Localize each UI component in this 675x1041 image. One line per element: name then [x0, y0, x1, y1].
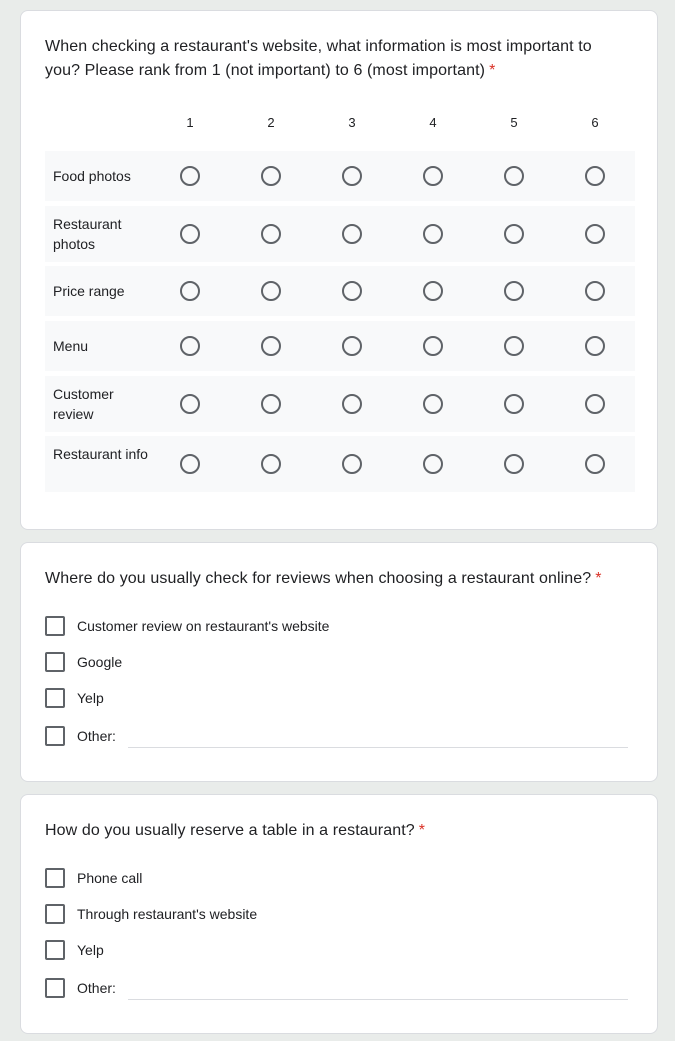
radio-food-photos-4[interactable]	[423, 166, 443, 186]
reviews-question-title	[45, 567, 627, 591]
radio-food-photos-2[interactable]	[261, 166, 281, 186]
grid-row-menu	[45, 321, 635, 371]
option-label: Yelp	[77, 690, 104, 706]
checkbox[interactable]	[45, 616, 65, 636]
radio-customer-review-2[interactable]	[261, 394, 281, 414]
radio-restaurant-info-2[interactable]	[261, 454, 281, 474]
checkbox[interactable]	[45, 904, 65, 924]
grid-row-customer-review	[45, 376, 635, 432]
radio-food-photos-3[interactable]	[342, 166, 362, 186]
other-text-input[interactable]	[128, 977, 628, 1000]
radio-customer-review-6[interactable]	[585, 394, 605, 414]
checkbox[interactable]	[45, 978, 65, 998]
option-google[interactable]	[45, 651, 635, 673]
radio-restaurant-photos-5[interactable]	[504, 224, 524, 244]
reviews-question-card	[20, 542, 658, 782]
column-header-5: 5	[510, 115, 518, 130]
reviews-question-text: Where do you usually check for reviews when choosing a restaurant online?	[45, 570, 592, 587]
column-header-2: 2	[267, 115, 275, 130]
row-label-restaurant-info: Restaurant info	[53, 446, 148, 462]
radio-menu-5[interactable]	[504, 336, 524, 356]
checkbox[interactable]	[45, 940, 65, 960]
required-asterisk: *	[595, 570, 602, 587]
radio-price-range-6[interactable]	[585, 281, 605, 301]
radio-menu-6[interactable]	[585, 336, 605, 356]
radio-customer-review-1[interactable]	[180, 394, 200, 414]
required-asterisk: *	[418, 822, 426, 839]
option-label: Other:	[77, 980, 116, 996]
radio-price-range-4[interactable]	[423, 281, 443, 301]
radio-menu-3[interactable]	[342, 336, 362, 356]
column-header-4: 4	[429, 115, 437, 130]
checkbox[interactable]	[45, 726, 65, 746]
row-label-restaurant-photos: Restaurant photos	[53, 216, 122, 252]
option-yelp[interactable]	[45, 939, 635, 961]
required-asterisk: *	[489, 62, 496, 79]
other-text-input[interactable]	[128, 725, 628, 748]
row-label-food-photos: Food photos	[53, 168, 131, 184]
row-label-price-range: Price range	[53, 283, 125, 299]
option-label: Yelp	[77, 942, 104, 958]
radio-food-photos-6[interactable]	[585, 166, 605, 186]
ranking-question-text: When checking a restaurant's website, what information is most important to you? Please rank from 1 (not important) to 6 (most important)	[45, 38, 592, 79]
reserve-question-title	[45, 819, 627, 843]
ranking-question-card	[20, 10, 658, 530]
checkbox[interactable]	[45, 652, 65, 672]
grid-row-price-range	[45, 266, 635, 316]
checkbox[interactable]	[45, 688, 65, 708]
radio-menu-4[interactable]	[423, 336, 443, 356]
option-label: Through restaurant's website	[77, 906, 258, 922]
radio-restaurant-photos-1[interactable]	[180, 224, 200, 244]
ranking-question-title	[45, 35, 627, 83]
radio-restaurant-info-4[interactable]	[423, 454, 443, 474]
row-label-menu: Menu	[53, 338, 89, 354]
grid-column-header	[45, 115, 635, 135]
radio-price-range-2[interactable]	[261, 281, 281, 301]
reserve-question-text: How do you usually reserve a table in a restaurant?	[45, 822, 415, 839]
option-other[interactable]	[45, 977, 635, 999]
radio-menu-1[interactable]	[180, 336, 200, 356]
grid-row-food-photos	[45, 151, 635, 201]
radio-restaurant-info-1[interactable]	[180, 454, 200, 474]
radio-customer-review-3[interactable]	[342, 394, 362, 414]
grid-row-restaurant-photos	[45, 206, 635, 262]
option-label: Google	[77, 654, 123, 670]
row-label-customer-review: Customer review	[53, 386, 114, 422]
column-header-1: 1	[186, 115, 194, 130]
radio-restaurant-photos-6[interactable]	[585, 224, 605, 244]
radio-price-range-1[interactable]	[180, 281, 200, 301]
radio-price-range-5[interactable]	[504, 281, 524, 301]
radio-price-range-3[interactable]	[342, 281, 362, 301]
radio-restaurant-photos-2[interactable]	[261, 224, 281, 244]
grid-row-restaurant-info	[45, 436, 635, 492]
radio-restaurant-info-6[interactable]	[585, 454, 605, 474]
column-header-6: 6	[591, 115, 599, 130]
checkbox[interactable]	[45, 868, 65, 888]
option-label: Other:	[77, 728, 116, 744]
option-yelp[interactable]	[45, 687, 635, 709]
radio-restaurant-photos-4[interactable]	[423, 224, 443, 244]
radio-customer-review-5[interactable]	[504, 394, 524, 414]
radio-menu-2[interactable]	[261, 336, 281, 356]
radio-restaurant-photos-3[interactable]	[342, 224, 362, 244]
option-phone-call[interactable]	[45, 867, 635, 889]
reserve-question-card	[20, 794, 658, 1034]
radio-customer-review-4[interactable]	[423, 394, 443, 414]
option-label: Customer review on restaurant's website	[77, 618, 330, 634]
radio-food-photos-1[interactable]	[180, 166, 200, 186]
column-header-3: 3	[348, 115, 356, 130]
option-label: Phone call	[77, 870, 143, 886]
radio-restaurant-info-3[interactable]	[342, 454, 362, 474]
radio-food-photos-5[interactable]	[504, 166, 524, 186]
radio-restaurant-info-5[interactable]	[504, 454, 524, 474]
option-restaurant-website[interactable]	[45, 903, 635, 925]
option-other[interactable]	[45, 725, 635, 747]
option-customer-review-website[interactable]	[45, 615, 635, 637]
